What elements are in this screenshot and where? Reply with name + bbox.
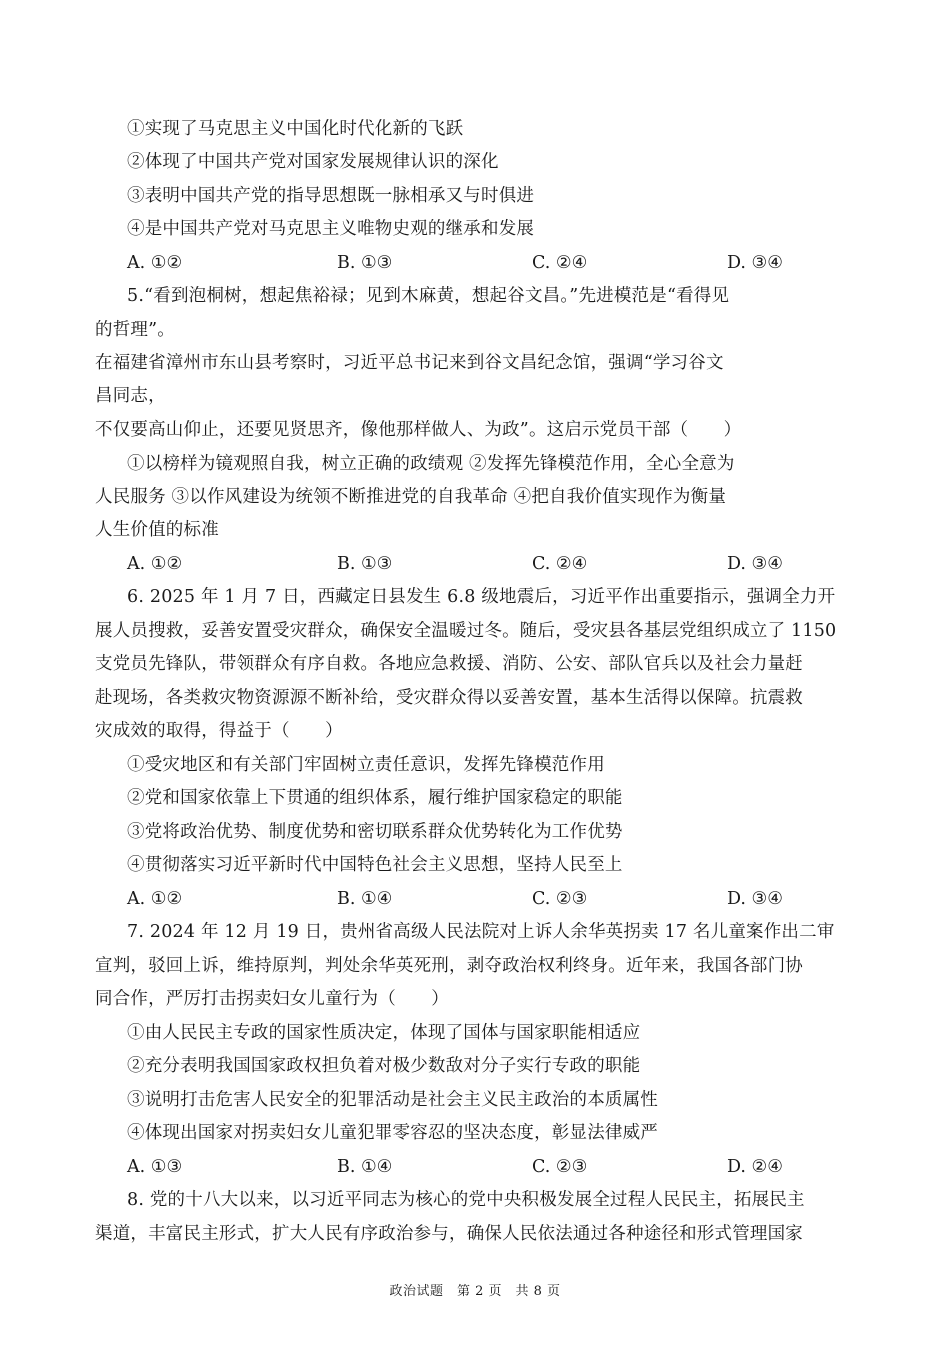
q7-option-c: C. ②③ (532, 1157, 588, 1177)
q4-item-4: ④是中国共产党对马克思主义唯物史观的继承和发展 (127, 219, 535, 239)
q8-line-1: 8. 党的十八大以来，以习近平同志为核心的党中央积极发展全过程人民民主，拓展民主 (127, 1190, 805, 1210)
q4-option-a: A. ①② (127, 253, 183, 273)
q5-option-d: D. ③④ (727, 554, 783, 574)
q8-line-2: 渠道，丰富民主形式，扩大人民有序政治参与，确保人民依法通过各种途径和形式管理国家 (95, 1224, 803, 1244)
q4-item-2: ②体现了中国共产党对国家发展规律认识的深化 (127, 152, 499, 172)
q5-line-5: 不仅要高山仰止，还要见贤思齐，像他那样做人、为政”。这启示党员干部（ ） (95, 420, 742, 440)
q4-option-d: D. ③④ (727, 253, 783, 273)
q6-option-d: D. ③④ (727, 889, 783, 909)
q7-line-2: 宣判，驳回上诉，维持原判，判处余华英死刑，剥夺政治权利终身。近年来，我国各部门协 (95, 956, 803, 976)
q5-line-1: 5.“看到泡桐树，想起焦裕禄；见到木麻黄，想起谷文昌。”先进模范是“看得见 (127, 286, 730, 306)
q4-item-1: ①实现了马克思主义中国化时代化新的飞跃 (127, 119, 464, 139)
q6-item-4: ④贯彻落实习近平新时代中国特色社会主义思想，坚持人民至上 (127, 855, 623, 875)
q7-item-3: ③说明打击危害人民安全的犯罪活动是社会主义民主政治的本质属性 (127, 1090, 658, 1110)
q6-line-2: 展人员搜救，妥善安置受灾群众，确保安全温暖过冬。随后，受灾县各基层党组织成立了 1150 (95, 621, 837, 641)
q7-line-3: 同合作，严厉打击拐卖妇女儿童行为（ ） (95, 989, 449, 1009)
q7-option-a: A. ①③ (127, 1157, 183, 1177)
q6-option-a: A. ①② (127, 889, 183, 909)
q7-option-d: D. ②④ (727, 1157, 783, 1177)
q5-line-7: 人民服务 ③以作风建设为统领不断推进党的自我革命 ④把自我价值实现作为衡量 (95, 487, 727, 507)
q4-option-c: C. ②④ (532, 253, 588, 273)
q5-option-a: A. ①② (127, 554, 183, 574)
q6-item-1: ①受灾地区和有关部门牢固树立责任意识，发挥先锋模范作用 (127, 755, 605, 775)
q5-line-6: ①以榜样为镜观照自我，树立正确的政绩观 ②发挥先锋模范作用，全心全意为 (127, 454, 735, 474)
q7-line-1: 7. 2024 年 12 月 19 日，贵州省高级人民法院对上诉人余华英拐卖 17 名儿童案作出二审 (127, 922, 835, 942)
q6-line-5: 灾成效的取得，得益于（ ） (95, 721, 343, 741)
q5-line-4: 昌同志， (95, 386, 166, 406)
q5-line-2: 的哲理”。 (95, 320, 175, 340)
q5-line-3: 在福建省漳州市东山县考察时，习近平总书记来到谷文昌纪念馆，强调“学习谷文 (95, 353, 724, 373)
q4-item-3: ③表明中国共产党的指导思想既一脉相承又与时俱进 (127, 186, 535, 206)
q5-option-b: B. ①③ (337, 554, 393, 574)
q6-option-b: B. ①④ (337, 889, 393, 909)
q6-item-3: ③党将政治优势、制度优势和密切联系群众优势转化为工作优势 (127, 822, 623, 842)
q6-option-c: C. ②③ (532, 889, 588, 909)
q6-line-3: 支党员先锋队，带领群众有序自救。各地应急救援、消防、公安、部队官兵以及社会力量赶 (95, 654, 803, 674)
q5-option-c: C. ②④ (532, 554, 588, 574)
q5-line-8: 人生价值的标准 (95, 520, 219, 540)
q7-item-2: ②充分表明我国国家政权担负着对极少数敌对分子实行专政的职能 (127, 1056, 641, 1076)
q6-item-2: ②党和国家依靠上下贯通的组织体系，履行维护国家稳定的职能 (127, 788, 623, 808)
q7-option-b: B. ①④ (337, 1157, 393, 1177)
q4-option-b: B. ①③ (337, 253, 393, 273)
q7-item-1: ①由人民民主专政的国家性质决定，体现了国体与国家职能相适应 (127, 1023, 641, 1043)
page-footer: 政治试题 第 2 页 共 8 页 (389, 1284, 561, 1299)
q7-item-4: ④体现出国家对拐卖妇女儿童犯罪零容忍的坚决态度，彰显法律威严 (127, 1123, 658, 1143)
q6-line-4: 赴现场，各类救灾物资源源不断补给，受灾群众得以妥善安置，基本生活得以保障。抗震救 (95, 688, 803, 708)
q6-line-1: 6. 2025 年 1 月 7 日，西藏定日县发生 6.8 级地震后，习近平作出重要指示，强调全力开 (127, 587, 836, 607)
